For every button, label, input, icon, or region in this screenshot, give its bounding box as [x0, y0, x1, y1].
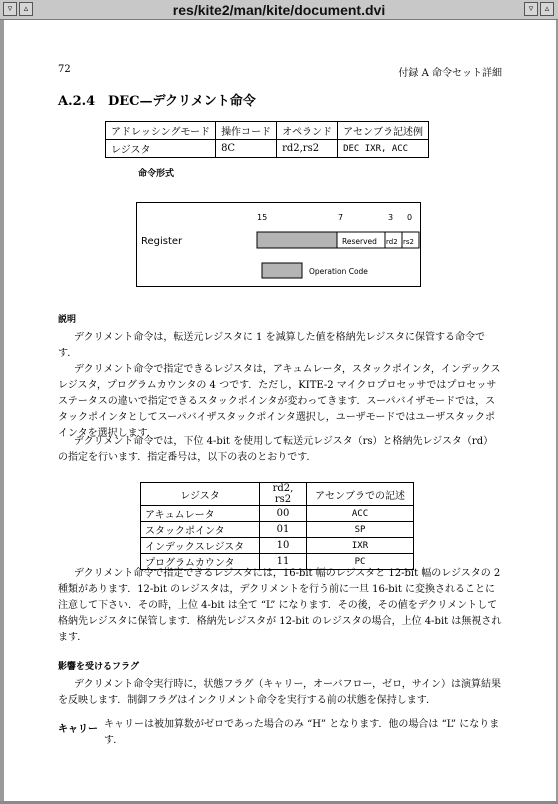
- table-row: [141, 522, 414, 538]
- bit-label: 15: [257, 213, 268, 222]
- instruction-format-figure: [136, 202, 421, 287]
- carry-description: キャリーは被加算数がゼロであった場合のみ “H” となります．他の場合は “L” になります．: [104, 719, 500, 746]
- rs2-field-label: rs2: [403, 238, 414, 246]
- instruction-summary-table: [105, 121, 429, 158]
- table-row: [106, 140, 429, 158]
- register-row-label: Register: [141, 236, 183, 247]
- table-header-cell: 操作コード: [216, 122, 277, 140]
- bit-label: 3: [388, 213, 394, 222]
- minimize-button[interactable]: ▿: [524, 2, 538, 16]
- table-cell: アキュムレータ: [141, 506, 260, 522]
- table-header-cell: アドレッシングモード: [106, 122, 216, 140]
- format-heading: 命令形式: [138, 169, 175, 179]
- flags-heading: 影響を受けるフラグ: [58, 662, 140, 672]
- bit-label: 7: [338, 213, 344, 222]
- window-title-bar: [0, 0, 558, 20]
- bit-label: 0: [407, 213, 413, 222]
- table-cell: 8C: [216, 140, 277, 158]
- maximize-button[interactable]: ▵: [540, 2, 554, 16]
- table-cell: レジスタ: [106, 140, 216, 158]
- section-heading: [58, 90, 256, 109]
- register-code-table: [140, 482, 414, 570]
- table-cell: PC: [307, 554, 414, 570]
- rd2-field-label: rd2: [386, 238, 398, 246]
- table-cell: 11: [260, 554, 307, 570]
- table-cell: インデックスレジスタ: [141, 538, 260, 554]
- table-header-row: [141, 483, 414, 506]
- table-row: [141, 506, 414, 522]
- description-heading: 説明: [58, 315, 77, 325]
- table-cell: プログラムカウンタ: [141, 554, 260, 570]
- description-paragraph: デクリメント命令は，転送元レジスタに 1 を減算した値を格納先レジスタに保管する命令です．: [58, 332, 486, 359]
- table-row: [141, 538, 414, 554]
- table-cell: IXR: [307, 538, 414, 554]
- table-cell: スタックポインタ: [141, 522, 260, 538]
- table-cell: 00: [260, 506, 307, 522]
- section-title: DEC—デクリメント命令: [108, 94, 256, 109]
- table-header-cell: オペランド: [277, 122, 338, 140]
- table-header-row: [106, 122, 429, 140]
- legend-label: Operation Code: [309, 267, 368, 276]
- description-paragraph: デクリメント命令では，下位 4-bit を使用して転送元レジスタ（rs）と格納先レジスタ（rd）の指定を行います．指定番号は，以下の表のとおりです．: [58, 436, 494, 463]
- table-cell: DEC IXR, ACC: [338, 140, 429, 158]
- legend-swatch: [262, 263, 302, 278]
- table-cell: SP: [307, 522, 414, 538]
- page-number: 72: [58, 64, 71, 75]
- register-width-paragraph: デクリメント命令で指定できるレジスタには，16-bit 幅のレジスタと 12-bit 幅のレジスタの 2 種類があります．12-bit のレジスタは，デクリメントを行う前に一旦 16-bit に変換されることに注意して下さい．その時，上位 4-bit は全て “L” になります．その後，その値をデクリメントして格納先レジスタに保管します．格納先レジスタが 12-bit のレジスタの場合，上位 4-bit は無視されます．: [58, 568, 502, 643]
- table-header-cell: rd2, rs2: [260, 483, 307, 506]
- flags-paragraph: デクリメント命令実行時に，状態フラグ（キャリー，オーバフロー，ゼロ，サイン）は演算結果を反映します．制御フラグはインクリメント命令を実行する前の状態を保持します．: [58, 679, 501, 706]
- opcode-field: [257, 232, 337, 248]
- table-header-cell: アセンブラ記述例: [338, 122, 429, 140]
- section-number: A.2.4: [58, 94, 96, 109]
- table-cell: 10: [260, 538, 307, 554]
- table-cell: ACC: [307, 506, 414, 522]
- carry-label: キャリー: [58, 724, 98, 735]
- window-title: res/kite2/man/kite/document.dvi: [172, 2, 386, 18]
- window-shade-button[interactable]: ▵: [19, 2, 33, 16]
- window-menu-button[interactable]: ▿: [3, 2, 17, 16]
- table-header-cell: レジスタ: [141, 483, 260, 506]
- reserved-field-label: Reserved: [342, 237, 377, 246]
- running-head-chapter: 付録 A 命令セット詳細: [398, 68, 502, 79]
- table-header-cell: アセンブラでの記述: [307, 483, 414, 506]
- table-cell: rd2,rs2: [277, 140, 338, 158]
- format-diagram: [137, 203, 422, 288]
- window-left-border: [0, 20, 4, 804]
- description-paragraph: デクリメント命令で指定できるレジスタは，アキュムレータ，スタックポインタ，インデックスレジスタ，プログラムカウンタの 4 つです．ただし，KITE-2 マイクロプロセッサではプロセッサステータスの違いで指定できるスタックポインタが変わってきます．スーパバイザモードでは，スタックポインタとしてスーパバイザスタックポインタ選択し，ユーザモードではユーザスタックポインタを選択します．: [58, 364, 501, 439]
- table-cell: 01: [260, 522, 307, 538]
